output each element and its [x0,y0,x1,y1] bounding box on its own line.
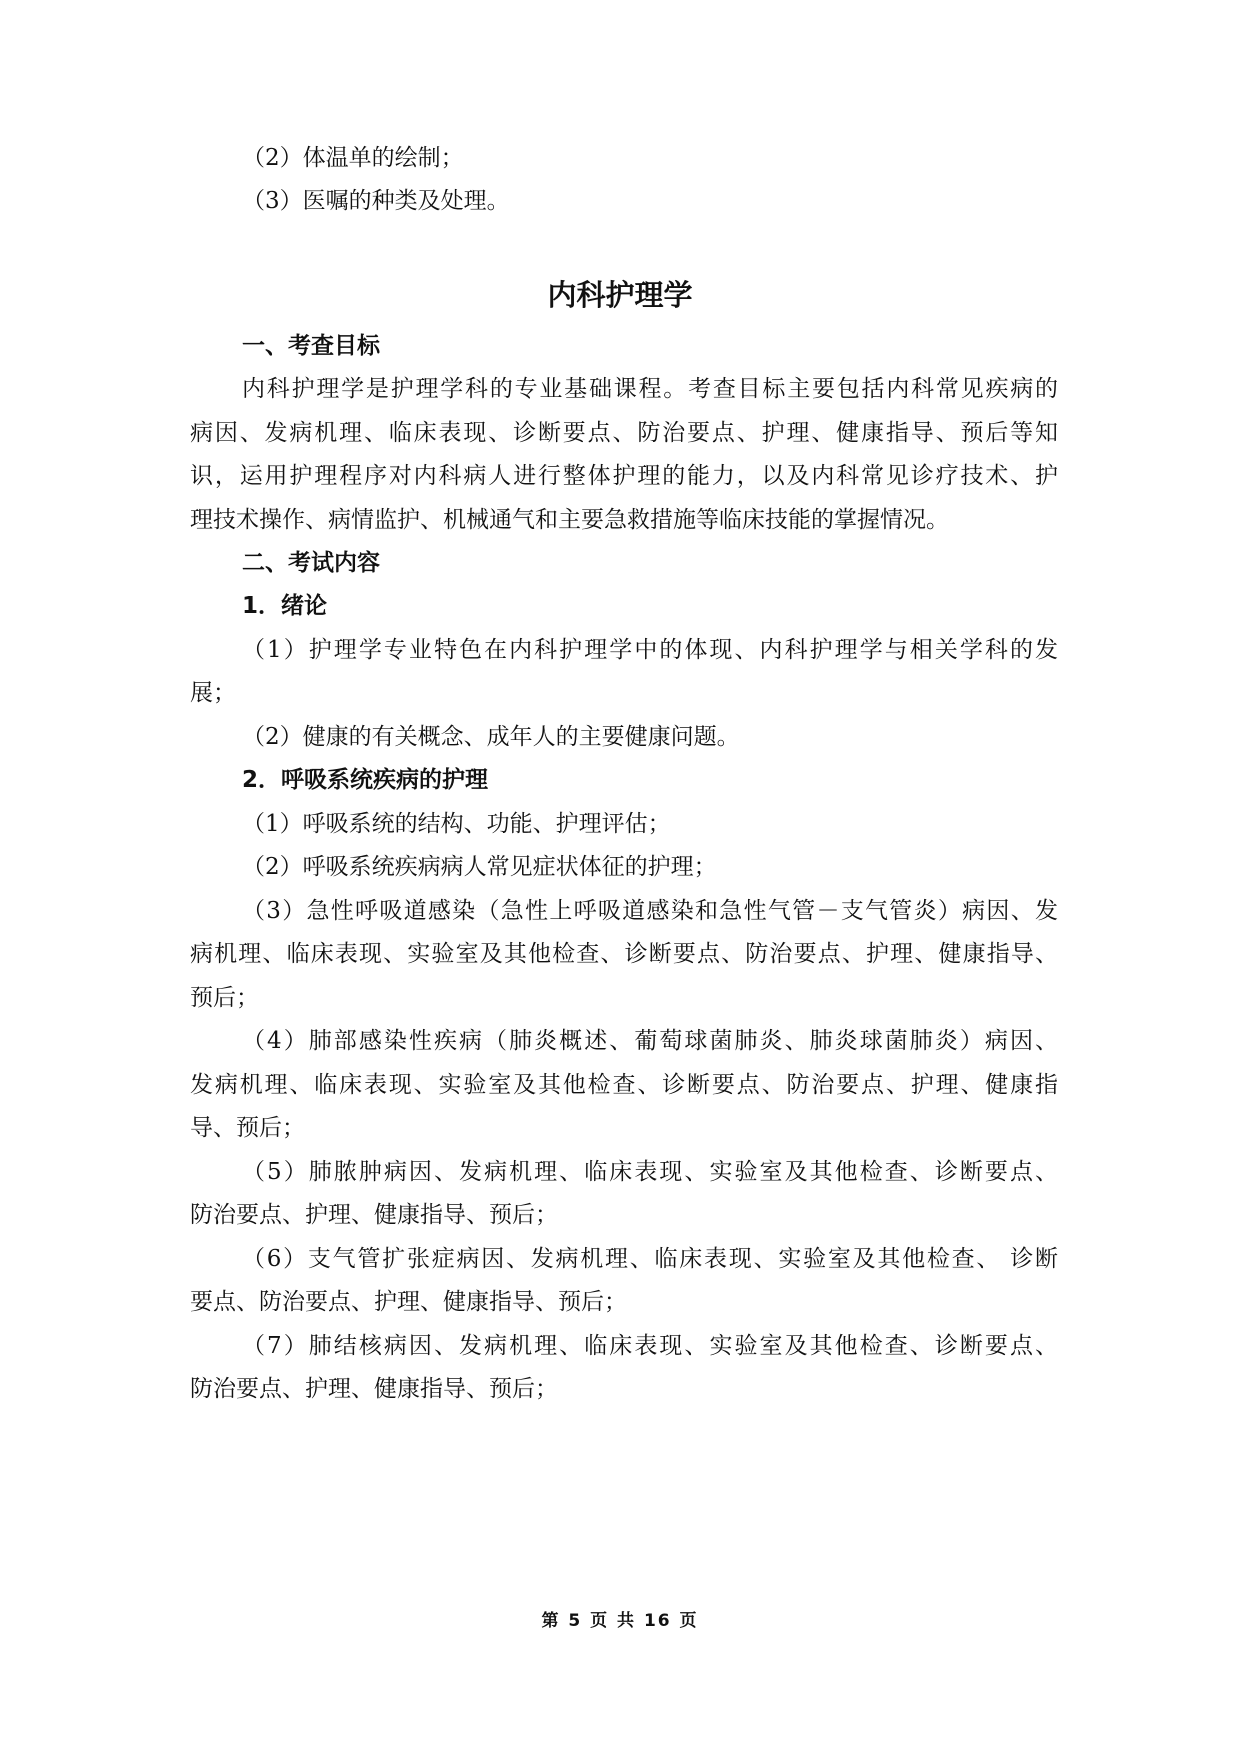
list-item: （6）支气管扩张症病因、发病机理、临床表现、实验室及其他检查、 诊断 [242,1246,1058,1272]
list-item: （1）呼吸系统的结构、功能、护理评估； [242,811,671,837]
list-item-continuation: 病机理、临床表现、实验室及其他检查、诊断要点、防治要点、护理、健康指导、 [190,941,1058,967]
list-item-continuation: 导、预后； [190,1115,305,1141]
list-item: （1）护理学专业特色在内科护理学中的体现、内科护理学与相关学科的发 [242,637,1058,663]
list-item-continuation: 展； [190,680,236,706]
list-item: （5）肺脓肿病因、发病机理、临床表现、实验室及其他检查、诊断要点、 [242,1159,1058,1185]
subsection-heading: 1．绪论 [242,593,328,619]
section-heading: 一、考查目标 [242,333,380,359]
list-item: （2）健康的有关概念、成年人的主要健康问题。 [242,724,740,750]
list-item-continuation: 防治要点、护理、健康指导、预后； [190,1376,558,1402]
list-item: （3）医嘱的种类及处理。 [242,188,510,214]
paragraph-line: 内科护理学是护理学科的专业基础课程。考查目标主要包括内科常见疾病的 [242,376,1058,402]
paragraph-line: 识，运用护理程序对内科病人进行整体护理的能力，以及内科常见诊疗技术、护 [190,463,1058,489]
paragraph-line: 理技术操作、病情监护、机械通气和主要急救措施等临床技能的掌握情况。 [190,507,949,533]
list-item: （7）肺结核病因、发病机理、临床表现、实验室及其他检查、诊断要点、 [242,1333,1058,1359]
subsection-heading: 2．呼吸系统疾病的护理 [242,767,489,793]
list-item-continuation: 防治要点、护理、健康指导、预后； [190,1202,558,1228]
list-item: （2）呼吸系统疾病病人常见症状体征的护理； [242,854,717,880]
section-heading: 二、考试内容 [242,550,380,576]
list-item: （3）急性呼吸道感染（急性上呼吸道感染和急性气管－支气管炎）病因、发 [242,898,1058,924]
list-item: （4）肺部感染性疾病（肺炎概述、葡萄球菌肺炎、肺炎球菌肺炎）病因、 [242,1028,1058,1054]
list-item-continuation: 发病机理、临床表现、实验室及其他检查、诊断要点、防治要点、护理、健康指 [190,1072,1058,1098]
list-item-continuation: 预后； [190,985,259,1011]
paragraph-line: 病因、发病机理、临床表现、诊断要点、防治要点、护理、健康指导、预后等知 [190,420,1058,446]
page-title: 内科护理学 [547,278,693,312]
list-item-continuation: 要点、防治要点、护理、健康指导、预后； [190,1289,627,1315]
page-number: 第 5 页 共 16 页 [541,1611,699,1631]
list-item: （2）体温单的绘制； [242,145,464,171]
